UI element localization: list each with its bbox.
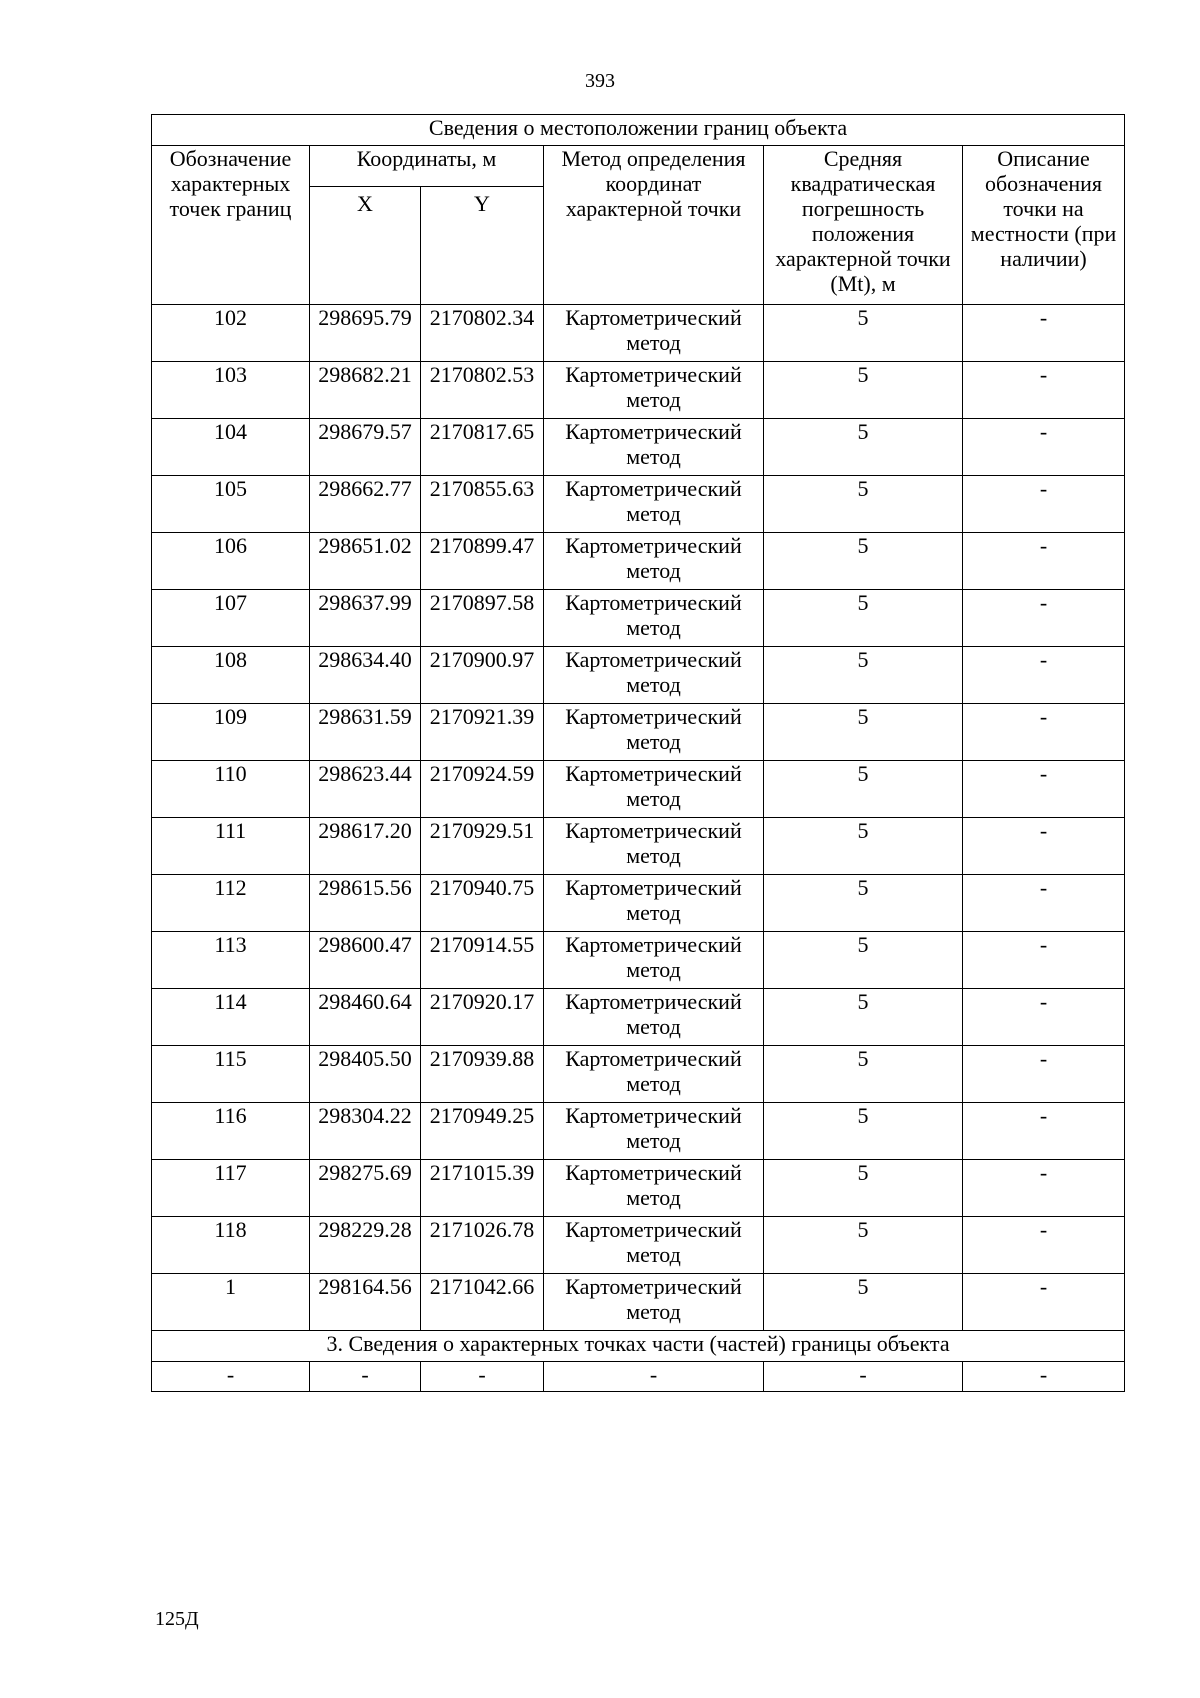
- cell-description: -: [963, 533, 1125, 590]
- cell-description: -: [963, 647, 1125, 704]
- cell-x: 298634.40: [310, 647, 421, 704]
- cell-x: 298600.47: [310, 932, 421, 989]
- cell-x: 298695.79: [310, 305, 421, 362]
- cell-y: 2170929.51: [421, 818, 544, 875]
- header-description: Описание обозначения точки на местности (при наличии): [963, 146, 1125, 305]
- header-error: Средняя квадратическая погрешность положения характерной точки (Mt), м: [764, 146, 963, 305]
- cell-error: 5: [764, 761, 963, 818]
- cell-x: 298164.56: [310, 1274, 421, 1331]
- section3-cell: -: [310, 1362, 421, 1392]
- cell-point: 118: [152, 1217, 310, 1274]
- section3-title-row: [152, 1331, 1125, 1362]
- cell-x: 298460.64: [310, 989, 421, 1046]
- cell-description: -: [963, 875, 1125, 932]
- cell-method: Картометрический метод: [544, 989, 764, 1046]
- cell-point: 114: [152, 989, 310, 1046]
- cell-method: Картометрический метод: [544, 761, 764, 818]
- cell-method: Картометрический метод: [544, 875, 764, 932]
- cell-method: Картометрический метод: [544, 704, 764, 761]
- cell-x: 298615.56: [310, 875, 421, 932]
- cell-point: 115: [152, 1046, 310, 1103]
- table-title-row: [152, 115, 1125, 146]
- cell-method: Картометрический метод: [544, 1217, 764, 1274]
- header-method: Метод определения координат характерной точки: [544, 146, 764, 305]
- cell-error: 5: [764, 1046, 963, 1103]
- section3-cell: -: [544, 1362, 764, 1392]
- section3-title: 3. Сведения о характерных точках части (частей) границы объекта: [152, 1331, 1125, 1362]
- header-coordinates: Координаты, м: [310, 146, 544, 187]
- cell-method: Картометрический метод: [544, 476, 764, 533]
- cell-y: 2170914.55: [421, 932, 544, 989]
- table-row: [152, 476, 1125, 533]
- cell-error: 5: [764, 932, 963, 989]
- cell-description: -: [963, 590, 1125, 647]
- cell-y: 2170899.47: [421, 533, 544, 590]
- cell-description: -: [963, 1274, 1125, 1331]
- cell-error: 5: [764, 818, 963, 875]
- table-title: Сведения о местоположении границ объекта: [152, 115, 1125, 146]
- table-row: [152, 818, 1125, 875]
- cell-x: 298679.57: [310, 419, 421, 476]
- cell-y: 2170817.65: [421, 419, 544, 476]
- table-row: [152, 761, 1125, 818]
- header-designation: Обозначение характерных точек границ: [152, 146, 310, 305]
- cell-point: 103: [152, 362, 310, 419]
- cell-point: 107: [152, 590, 310, 647]
- cell-y: 2170949.25: [421, 1103, 544, 1160]
- cell-y: 2171042.66: [421, 1274, 544, 1331]
- table-row: [152, 419, 1125, 476]
- cell-description: -: [963, 761, 1125, 818]
- table-row: [152, 989, 1125, 1046]
- cell-y: 2170939.88: [421, 1046, 544, 1103]
- table-row: [152, 875, 1125, 932]
- table-row: [152, 1103, 1125, 1160]
- cell-description: -: [963, 818, 1125, 875]
- cell-point: 109: [152, 704, 310, 761]
- cell-description: -: [963, 1217, 1125, 1274]
- cell-y: 2170940.75: [421, 875, 544, 932]
- cell-point: 111: [152, 818, 310, 875]
- cell-error: 5: [764, 419, 963, 476]
- table-row: [152, 1160, 1125, 1217]
- cell-error: 5: [764, 533, 963, 590]
- cell-description: -: [963, 704, 1125, 761]
- table-row: [152, 305, 1125, 362]
- section3-cell: -: [764, 1362, 963, 1392]
- cell-method: Картометрический метод: [544, 647, 764, 704]
- cell-method: Картометрический метод: [544, 533, 764, 590]
- header-row-primary: [152, 146, 1125, 187]
- cell-description: -: [963, 932, 1125, 989]
- cell-description: -: [963, 1160, 1125, 1217]
- cell-description: -: [963, 305, 1125, 362]
- cell-method: Картометрический метод: [544, 932, 764, 989]
- cell-x: 298617.20: [310, 818, 421, 875]
- cell-point: 112: [152, 875, 310, 932]
- cell-y: 2170802.53: [421, 362, 544, 419]
- cell-method: Картометрический метод: [544, 818, 764, 875]
- cell-method: Картометрический метод: [544, 1160, 764, 1217]
- cell-y: 2170921.39: [421, 704, 544, 761]
- cell-error: 5: [764, 989, 963, 1046]
- cell-x: 298275.69: [310, 1160, 421, 1217]
- cell-y: 2170897.58: [421, 590, 544, 647]
- cell-error: 5: [764, 305, 963, 362]
- cell-x: 298651.02: [310, 533, 421, 590]
- cell-method: Картометрический метод: [544, 590, 764, 647]
- cell-point: 105: [152, 476, 310, 533]
- cell-y: 2170855.63: [421, 476, 544, 533]
- cell-x: 298623.44: [310, 761, 421, 818]
- cell-x: 298682.21: [310, 362, 421, 419]
- cell-error: 5: [764, 1160, 963, 1217]
- cell-error: 5: [764, 875, 963, 932]
- table-row: [152, 1274, 1125, 1331]
- cell-error: 5: [764, 1274, 963, 1331]
- cell-x: 298631.59: [310, 704, 421, 761]
- cell-point: 116: [152, 1103, 310, 1160]
- cell-error: 5: [764, 1217, 963, 1274]
- cell-y: 2170802.34: [421, 305, 544, 362]
- cell-description: -: [963, 1046, 1125, 1103]
- table-row: [152, 932, 1125, 989]
- cell-method: Картометрический метод: [544, 419, 764, 476]
- cell-error: 5: [764, 704, 963, 761]
- table-row: [152, 1046, 1125, 1103]
- cell-error: 5: [764, 590, 963, 647]
- section3-row: [152, 1362, 1125, 1392]
- table-row: [152, 590, 1125, 647]
- cell-error: 5: [764, 362, 963, 419]
- cell-description: -: [963, 362, 1125, 419]
- cell-point: 117: [152, 1160, 310, 1217]
- header-y: Y: [421, 187, 544, 305]
- cell-point: 102: [152, 305, 310, 362]
- footer-code: 125Д: [155, 1608, 199, 1630]
- cell-point: 110: [152, 761, 310, 818]
- section3-cell: -: [963, 1362, 1125, 1392]
- cell-method: Картометрический метод: [544, 305, 764, 362]
- cell-point: 1: [152, 1274, 310, 1331]
- cell-x: 298662.77: [310, 476, 421, 533]
- cell-point: 106: [152, 533, 310, 590]
- cell-method: Картометрический метод: [544, 1046, 764, 1103]
- table-row: [152, 362, 1125, 419]
- section3-cell: -: [152, 1362, 310, 1392]
- table-row: [152, 704, 1125, 761]
- table-row: [152, 533, 1125, 590]
- cell-description: -: [963, 989, 1125, 1046]
- cell-error: 5: [764, 647, 963, 704]
- cell-description: -: [963, 419, 1125, 476]
- cell-x: 298304.22: [310, 1103, 421, 1160]
- cell-point: 104: [152, 419, 310, 476]
- table-row: [152, 647, 1125, 704]
- cell-method: Картометрический метод: [544, 362, 764, 419]
- table-row: [152, 1217, 1125, 1274]
- cell-description: -: [963, 476, 1125, 533]
- boundary-table: [151, 114, 1125, 1392]
- cell-x: 298405.50: [310, 1046, 421, 1103]
- cell-x: 298637.99: [310, 590, 421, 647]
- cell-y: 2171015.39: [421, 1160, 544, 1217]
- cell-x: 298229.28: [310, 1217, 421, 1274]
- header-x: X: [310, 187, 421, 305]
- cell-y: 2170924.59: [421, 761, 544, 818]
- cell-y: 2170920.17: [421, 989, 544, 1046]
- cell-method: Картометрический метод: [544, 1103, 764, 1160]
- cell-y: 2171026.78: [421, 1217, 544, 1274]
- cell-error: 5: [764, 1103, 963, 1160]
- cell-point: 108: [152, 647, 310, 704]
- cell-error: 5: [764, 476, 963, 533]
- cell-y: 2170900.97: [421, 647, 544, 704]
- cell-description: -: [963, 1103, 1125, 1160]
- section3-cell: -: [421, 1362, 544, 1392]
- cell-method: Картометрический метод: [544, 1274, 764, 1331]
- cell-point: 113: [152, 932, 310, 989]
- page-number: 393: [585, 70, 615, 92]
